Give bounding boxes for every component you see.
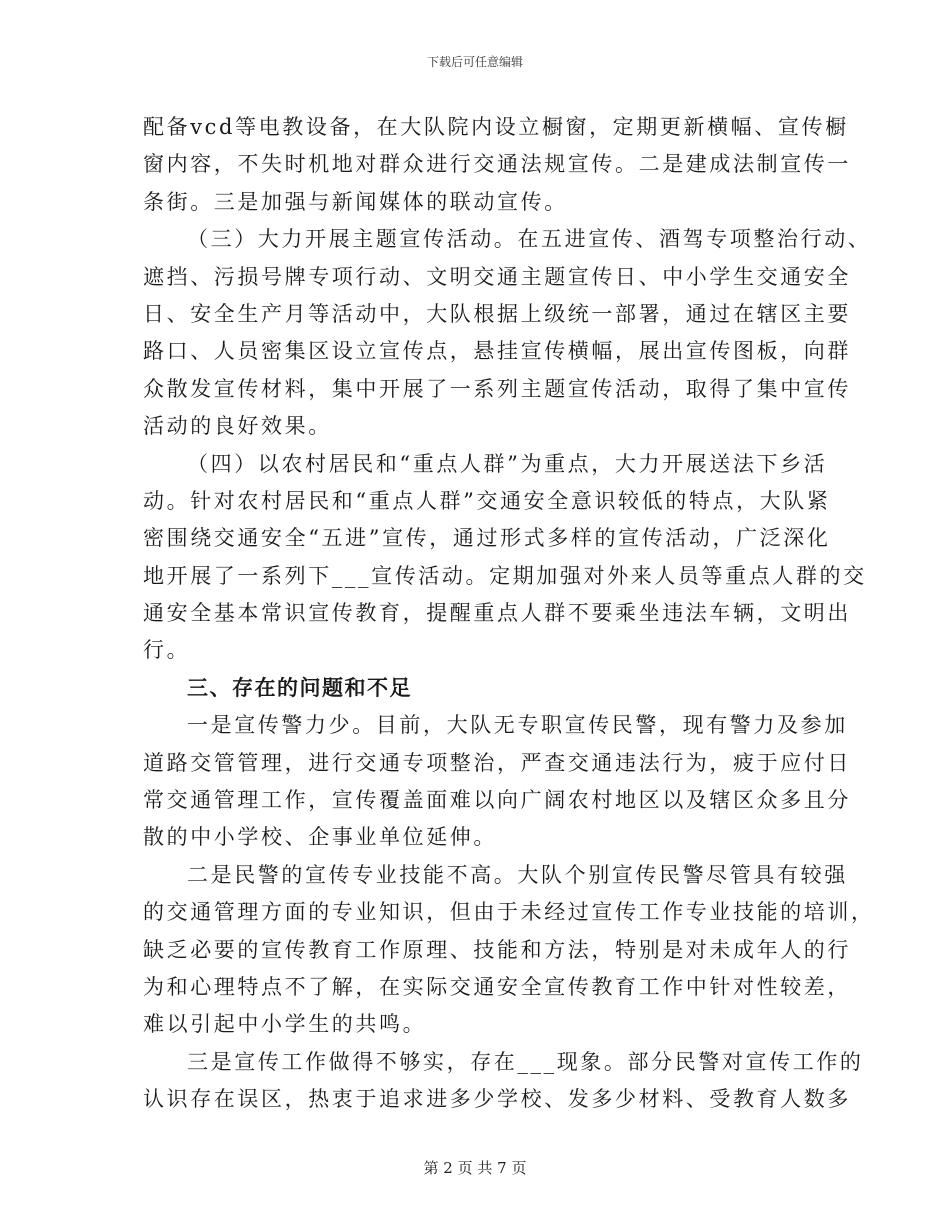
body-line: 缺乏必要的宣传教育工作原理、技能和方法，特别是对未成年人的行 [143,937,851,962]
paragraph-start-line: 二是民警的宣传专业技能不高。大队个别宣传民警尽管具有较强 [187,862,848,887]
paragraph-start-line: （三）大力开展主题宣传活动。在五进宣传、酒驾专项整治行动、 [187,227,872,252]
body-line: 窗内容，不失时机地对群众进行交通法规宣传。二是建成法制宣传一 [143,152,851,177]
body-line: 配备vcd等电教设备，在大队院内设立橱窗，定期更新横幅、宣传橱 [143,115,849,139]
body-line: 活动的良好效果。 [143,414,332,439]
body-line: 遮挡、污损号牌专项行动、文明交通主题宣传日、中小学生交通安全 [143,264,851,289]
body-line: 道路交管管理，进行交通专项整治，严查交通违法行为，疲于应付日 [143,750,851,775]
body-line: 条街。三是加强与新闻媒体的联动宣传。 [143,189,568,214]
body-line: 常交通管理工作，宣传覆盖面难以向广阔农村地区以及辖区众多且分 [143,788,851,813]
body-line: 密围绕交通安全“五进”宣传，通过形式多样的宣传活动，广泛深化 [143,526,831,551]
paragraph-start-line: （四）以农村居民和“重点人群”为重点，大力开展送法下乡活 [187,451,828,476]
body-line: 认识存在误区，热衷于追求进多少学校、发多少材料、受教育人数多 [143,1087,851,1112]
paragraph-start-line: 一是宣传警力少。目前，大队无专职宣传民警，现有警力及参加 [187,713,848,738]
paragraph-start-line: 三是宣传工作做得不够实，存在___现象。部分民警对宣传工作的 [187,1049,864,1074]
section-heading: 三、存在的问题和不足 [187,675,412,700]
body-line: 散的中小学校、企事业单位延伸。 [143,825,497,850]
body-line: 的交通管理方面的专业知识，但由于未经过宣传工作专业技能的培训， [143,900,875,925]
document-body [143,109,875,1119]
body-line: 众散发宣传材料，集中开展了一系列主题宣传活动，取得了集中宣传 [143,376,851,401]
body-line: 路口、人员密集区设立宣传点，悬挂宣传横幅，展出宣传图板，向群 [143,339,851,364]
body-line: 行。 [143,638,191,663]
body-line: 难以引起中小学生的共鸣。 [143,1012,427,1037]
body-line: 通安全基本常识宣传教育，提醒重点人群不要乘坐违法车辆，文明出 [143,601,851,626]
body-line: 为和心理特点不了解，在实际交通安全宣传教育工作中针对性较差， [143,974,851,999]
page-number-footer: 第 2 页 共 7 页 [423,1159,527,1177]
body-line: 日、安全生产月等活动中，大队根据上级统一部署，通过在辖区主要 [143,301,851,326]
body-line: 地开展了一系列下___宣传活动。定期加强对外来人员等重点人群的交 [143,563,867,588]
page-header-note: 下载后可任意编辑 [426,55,523,69]
body-line: 动。针对农村居民和“重点人群”交通安全意识较低的特点，大队紧 [143,488,831,513]
